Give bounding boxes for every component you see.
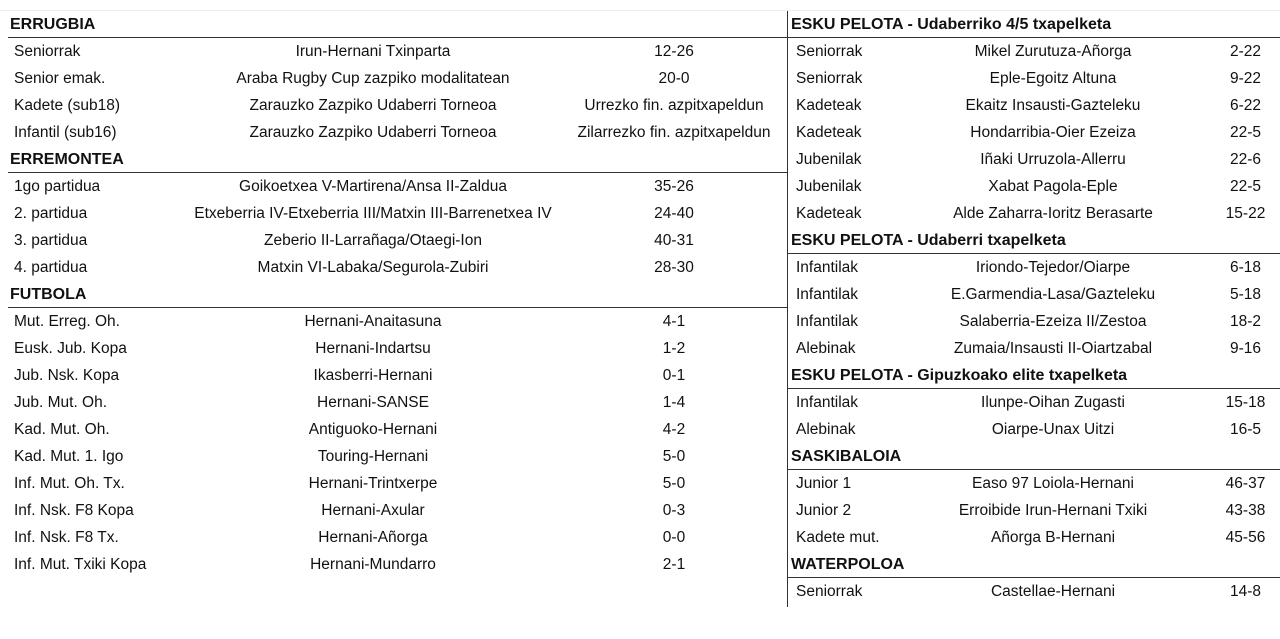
result-row: [8, 200, 787, 227]
match-cell: Añorga B-Hernani: [990, 529, 1116, 546]
match-cell: Oiarpe-Unax Uitzi: [991, 421, 1115, 438]
match-cell: Hernani-Añorga: [318, 529, 428, 546]
category-cell: Jub. Nsk. Kopa: [14, 367, 120, 384]
score-cell: 43-38: [1225, 502, 1266, 519]
category-cell: Kadete (sub18): [14, 97, 120, 114]
result-row: [8, 335, 787, 362]
result-row: [788, 524, 1280, 551]
score-cell: 46-37: [1225, 475, 1266, 492]
result-row: [788, 173, 1280, 200]
result-row: [8, 362, 787, 389]
match-cell: Araba Rugby Cup zazpiko modalitatean: [236, 70, 510, 87]
score-cell: 45-56: [1225, 529, 1266, 546]
match-cell: Castellae-Hernani: [990, 583, 1116, 600]
category-cell: 2. partidua: [14, 205, 88, 222]
score-cell: 2-22: [1229, 43, 1262, 60]
score-cell: 6-18: [1229, 259, 1262, 276]
match-cell: E.Garmendia-Lasa/Gazteleku: [950, 286, 1156, 303]
match-cell: Zeberio II-Larrañaga/Otaegi-Ion: [264, 232, 482, 249]
result-row: [8, 497, 787, 524]
category-cell: Seniorrak: [796, 43, 863, 60]
category-cell: Eusk. Jub. Kopa: [14, 340, 127, 357]
category-cell: Seniorrak: [14, 43, 81, 60]
result-row: [8, 92, 787, 119]
score-cell: 35-26: [654, 178, 694, 195]
result-row: [788, 146, 1280, 173]
category-cell: Alebinak: [796, 421, 856, 438]
match-cell: Erroibide Irun-Hernani Txiki: [958, 502, 1148, 519]
category-cell: Kad. Mut. 1. Igo: [14, 448, 124, 465]
match-cell: Irun-Hernani Txinparta: [295, 43, 451, 60]
match-cell: Eple-Egoitz Altuna: [989, 70, 1117, 87]
result-row: [8, 551, 787, 578]
result-row: [788, 254, 1280, 281]
match-cell: Antiguoko-Hernani: [308, 421, 438, 438]
score-cell: 2-1: [662, 556, 686, 573]
result-row: [8, 443, 787, 470]
result-row: [8, 227, 787, 254]
category-cell: Alebinak: [796, 340, 856, 357]
category-cell: Kadete mut.: [796, 529, 880, 546]
category-cell: Jubenilak: [796, 151, 862, 168]
score-cell: 15-22: [1225, 205, 1266, 222]
result-row: [788, 281, 1280, 308]
score-cell: 22-5: [1229, 124, 1262, 141]
category-cell: Infantilak: [796, 394, 859, 411]
match-cell: Alde Zaharra-Ioritz Berasarte: [953, 205, 1153, 222]
score-cell: 12-26: [654, 43, 694, 60]
result-row: [8, 65, 787, 92]
category-cell: Kad. Mut. Oh.: [14, 421, 110, 438]
score-cell: 22-6: [1229, 151, 1262, 168]
match-cell: Hernani-Indartsu: [315, 340, 431, 357]
match-cell: Iriondo-Tejedor/Oiarpe: [975, 259, 1131, 276]
category-cell: 1go partidua: [14, 178, 101, 195]
score-cell: 14-8: [1229, 583, 1262, 600]
score-cell: Zilarrezko fin. azpitxapeldun: [577, 124, 771, 141]
score-cell: 1-4: [662, 394, 686, 411]
category-cell: Inf. Nsk. F8 Tx.: [14, 529, 119, 546]
match-cell: Zarauzko Zazpiko Udaberri Torneoa: [249, 97, 497, 114]
category-cell: Kadeteak: [796, 97, 862, 114]
category-cell: Infantil (sub16): [14, 124, 117, 141]
match-cell: Zarauzko Zazpiko Udaberri Torneoa: [249, 124, 497, 141]
category-cell: Seniorrak: [796, 70, 863, 87]
match-cell: Hernani-Anaitasuna: [304, 313, 442, 330]
category-cell: Infantilak: [796, 259, 859, 276]
result-row: [8, 389, 787, 416]
section-title-esku-pelota-gipuzkoako-elite-txapelketa: ESKU PELOTA - Gipuzkoako elite txapelketa: [788, 362, 1280, 389]
result-row: [8, 308, 787, 335]
result-row: [788, 335, 1280, 362]
match-cell: Xabat Pagola-Eple: [988, 178, 1118, 195]
category-cell: Kadeteak: [796, 205, 862, 222]
score-cell: 40-31: [654, 232, 694, 249]
match-cell: Hernani-Mundarro: [310, 556, 436, 573]
result-row: [8, 38, 787, 65]
category-cell: Inf. Mut. Oh. Tx.: [14, 475, 125, 492]
score-cell: 4-1: [662, 313, 686, 330]
result-row: [788, 38, 1280, 65]
section-title-futbola: FUTBOLA: [8, 281, 787, 308]
result-row: [8, 254, 787, 281]
score-cell: 20-0: [658, 70, 690, 87]
score-cell: 9-22: [1229, 70, 1262, 87]
match-cell: Matxin VI-Labaka/Segurola-Zubiri: [257, 259, 489, 276]
match-cell: Ilunpe-Oihan Zugasti: [981, 394, 1125, 411]
score-cell: 16-5: [1229, 421, 1262, 438]
match-cell: Etxeberria IV-Etxeberria III/Matxin III-Barrenetxea IV: [194, 205, 552, 222]
section-title-esku-pelota-udaberriko-4-5-txapelketa: ESKU PELOTA - Udaberriko 4/5 txapelketa: [788, 11, 1280, 38]
section-title-erremontea: ERREMONTEA: [8, 146, 787, 173]
category-cell: Infantilak: [796, 286, 859, 303]
result-row: [8, 416, 787, 443]
match-cell: Easo 97 Loiola-Hernani: [972, 475, 1134, 492]
match-cell: Hernani-Axular: [321, 502, 425, 519]
category-cell: Senior emak.: [14, 70, 106, 87]
score-cell: 0-1: [662, 367, 686, 384]
score-cell: 5-18: [1229, 286, 1262, 303]
result-row: [788, 470, 1280, 497]
category-cell: 4. partidua: [14, 259, 88, 276]
section-title-waterpoloa: WATERPOLOA: [788, 551, 1280, 578]
section-title-errugbia: ERRUGBIA: [8, 11, 787, 38]
category-cell: Seniorrak: [796, 583, 863, 600]
score-cell: 24-40: [654, 205, 694, 222]
section-title-saskibaloia: SASKIBALOIA: [788, 443, 1280, 470]
score-cell: 1-2: [662, 340, 686, 357]
category-cell: Junior 2: [796, 502, 852, 519]
score-cell: 0-0: [662, 529, 686, 546]
match-cell: Ikasberri-Hernani: [313, 367, 433, 384]
score-cell: 4-2: [662, 421, 686, 438]
match-cell: Touring-Hernani: [317, 448, 429, 465]
result-row: [788, 389, 1280, 416]
score-cell: 15-18: [1225, 394, 1266, 411]
category-cell: Jubenilak: [796, 178, 862, 195]
score-cell: 5-0: [662, 448, 686, 465]
category-cell: Inf. Mut. Txiki Kopa: [14, 556, 147, 573]
result-row: [8, 524, 787, 551]
category-cell: 3. partidua: [14, 232, 88, 249]
category-cell: Infantilak: [796, 313, 859, 330]
score-cell: 6-22: [1229, 97, 1262, 114]
result-row: [788, 65, 1280, 92]
category-cell: Mut. Erreg. Oh.: [14, 313, 120, 330]
score-cell: 5-0: [662, 475, 686, 492]
match-cell: Hondarribia-Oier Ezeiza: [970, 124, 1136, 141]
score-cell: 9-16: [1229, 340, 1262, 357]
category-cell: Inf. Nsk. F8 Kopa: [14, 502, 134, 519]
match-cell: Ekaitz Insausti-Gazteleku: [965, 97, 1141, 114]
category-cell: Junior 1: [796, 475, 852, 492]
match-cell: Salaberria-Ezeiza II/Zestoa: [959, 313, 1147, 330]
score-cell: 18-2: [1229, 313, 1262, 330]
match-cell: Mikel Zurutuza-Añorga: [974, 43, 1132, 60]
match-cell: Hernani-Trintxerpe: [308, 475, 438, 492]
right-results-column: [787, 11, 1280, 607]
result-row: [8, 119, 787, 146]
left-results-column: [8, 11, 787, 578]
match-cell: Hernani-SANSE: [317, 394, 429, 411]
result-row: [788, 92, 1280, 119]
category-cell: Jub. Mut. Oh.: [14, 394, 108, 411]
match-cell: Zumaia/Insausti II-Oiartzabal: [953, 340, 1153, 357]
result-row: [8, 470, 787, 497]
match-cell: Iñaki Urruzola-Allerru: [980, 151, 1126, 168]
section-title-esku-pelota-udaberri-txapelketa: ESKU PELOTA - Udaberri txapelketa: [788, 227, 1280, 254]
result-row: [788, 119, 1280, 146]
result-row: [788, 578, 1280, 605]
score-cell: 28-30: [654, 259, 694, 276]
result-row: [8, 173, 787, 200]
result-row: [788, 497, 1280, 524]
category-cell: Kadeteak: [796, 124, 862, 141]
result-row: [788, 200, 1280, 227]
score-cell: 0-3: [662, 502, 686, 519]
result-row: [788, 308, 1280, 335]
score-cell: Urrezko fin. azpitxapeldun: [584, 97, 764, 114]
score-cell: 22-5: [1229, 178, 1262, 195]
match-cell: Goikoetxea V-Martirena/Ansa II-Zaldua: [239, 178, 507, 195]
result-row: [788, 416, 1280, 443]
